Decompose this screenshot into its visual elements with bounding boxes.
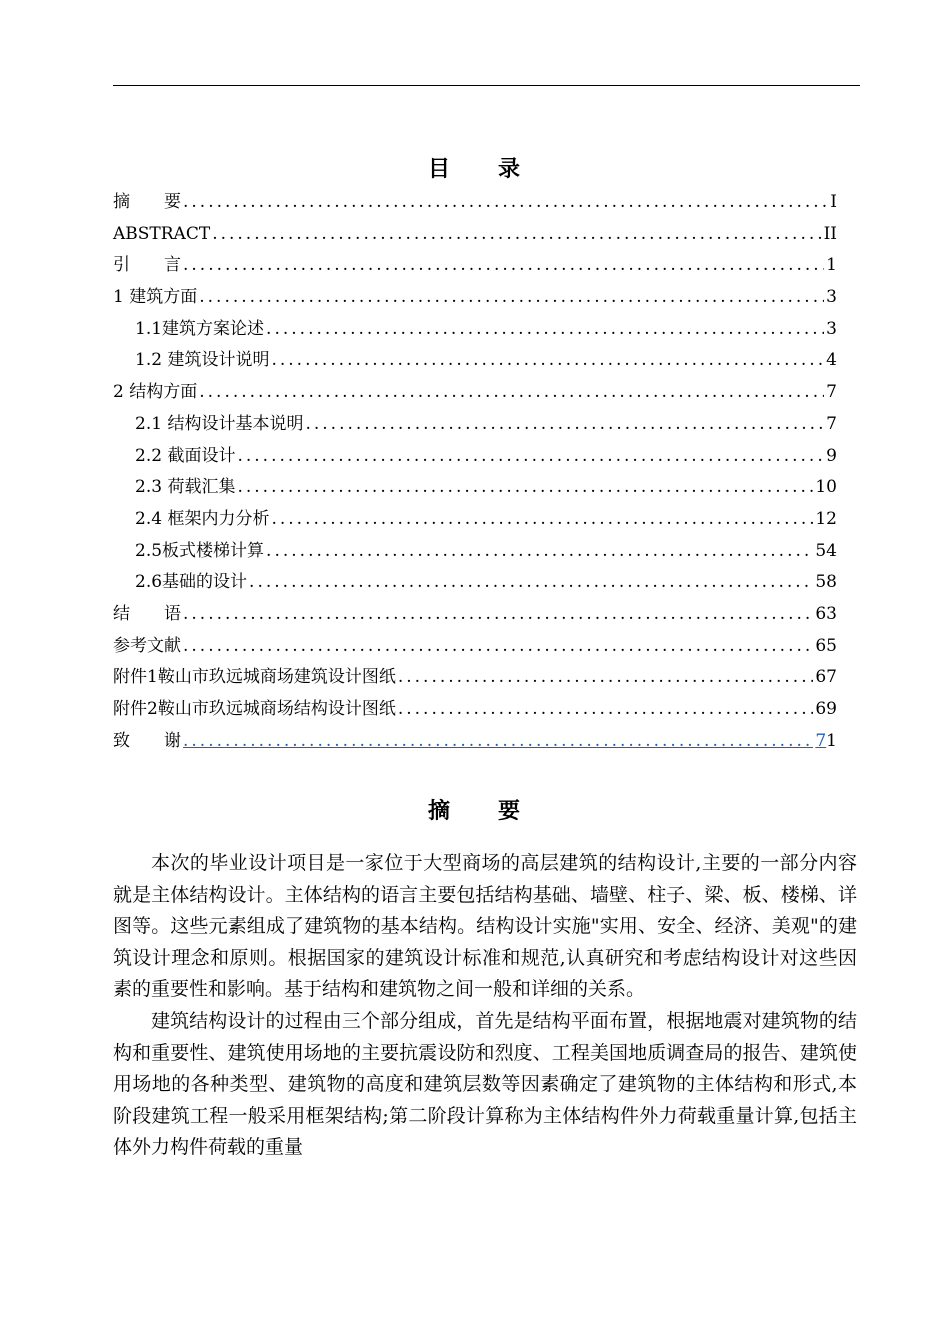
toc-subentry[interactable]: [113, 504, 837, 536]
toc-entry-label: 附件1鞍山市玖远城商场建筑设计图纸: [113, 667, 396, 688]
toc-entry-label: 摘 要: [113, 192, 181, 212]
toc-entry-label: 2 结构方面: [113, 382, 198, 403]
toc-entry-page: 69: [815, 699, 837, 719]
toc-leader-dots: [266, 536, 813, 568]
toc-entry-page: 9: [826, 445, 837, 466]
abstract-paragraph: 本次的毕业设计项目是一家位于大型商场的高层建筑的结构设计,主要的一部分内容就是主体结构设计。主体结构的语言主要包括结构基础、墙壁、柱子、梁、板、楼梯、详图等。这些元素组成了建筑物的基本结构。结构设计实施"实用、安全、经济、美观"的建筑设计理念和原则。根据国家的建筑设计标准和规范,认真研究和考虑结构设计对这些因素的重要性和影响。基于结构和建筑物之间一般和详细的关系。: [113, 852, 857, 1001]
toc-entry-page: 4: [826, 350, 837, 371]
toc-entry-label: 引 言: [113, 255, 181, 276]
header-rule: [113, 85, 860, 86]
toc-entry-label: 2.6基础的设计: [135, 572, 248, 593]
toc-entry-label: ABSTRACT: [113, 223, 211, 244]
toc-leader-dots: [271, 345, 824, 377]
toc-entry-page: 54: [815, 540, 837, 561]
toc-subentry[interactable]: [113, 345, 837, 377]
toc-subentry[interactable]: [113, 441, 837, 473]
toc-entry-label: 1.1建筑方案论述: [135, 318, 265, 339]
toc-entry-page: 65: [815, 635, 837, 656]
toc-entry-page: II: [823, 223, 837, 244]
toc-entry[interactable]: [113, 599, 837, 631]
toc-leader-dots-link[interactable]: [183, 726, 813, 758]
toc-entry-page: 12: [815, 508, 837, 529]
toc-leader-dots: [237, 441, 824, 473]
toc-leader-dots: [183, 631, 813, 663]
toc-entry-label: 2.5板式楼梯计算: [135, 540, 265, 561]
toc-entry-label: 结 语: [113, 603, 181, 624]
toc-leader-dots: [237, 472, 813, 504]
toc-leader-dots: [271, 504, 813, 536]
toc-entry[interactable]: [113, 694, 837, 726]
toc-entry-label: 2.1 结构设计基本说明: [135, 413, 304, 434]
toc-subentry[interactable]: [113, 409, 837, 441]
toc-entry-page: 7: [826, 382, 837, 403]
toc-entry-page: [815, 726, 837, 758]
toc-entry[interactable]: [113, 250, 837, 282]
abstract-title-char-1: 摘: [427, 799, 452, 824]
abstract-paragraph: 建筑结构设计的过程由三个部分组成，首先是结构平面布置，根据地震对建筑物的结构和重要性、建筑使用场地的主要抗震设防和烈度、工程美国地质调查局的报告、建筑使用场地的各种类型、建筑物的高度和建筑层数等因素确定了建筑物的主体结构和形式,本阶段建筑工程一般采用框架结构;第二阶段计算称为主体结构件外力荷载重量计算,包括主体外力构件荷载的重量: [113, 1009, 857, 1159]
toc-leader-dots: [266, 314, 824, 346]
toc-entry[interactable]: [113, 219, 837, 251]
toc-leader-dots: [249, 567, 813, 599]
toc-entry-link[interactable]: [113, 726, 837, 758]
abstract-title-char-2: 要: [498, 799, 523, 824]
toc-leader-dots: [183, 187, 828, 219]
toc-entry-page: 1: [826, 255, 837, 276]
toc-title-char-2: 录: [498, 157, 523, 182]
toc-entry-label: 2.3 荷载汇集: [135, 477, 236, 498]
toc-title: [0, 152, 950, 183]
toc-entry-label: 致 谢: [113, 730, 181, 751]
toc-entry-page: 3: [826, 318, 837, 339]
toc-entry-label: 2.2 截面设计: [135, 445, 236, 466]
toc-leader-dots: [199, 377, 824, 409]
toc-entry[interactable]: [113, 377, 837, 409]
toc-entry-page: 67: [815, 667, 837, 688]
toc-entry[interactable]: [113, 282, 837, 314]
abstract-title: [0, 794, 950, 825]
toc-entry-page: I: [830, 192, 837, 212]
toc-leader-dots: [398, 662, 814, 694]
toc-entry-label: 1.2 建筑设计说明: [135, 350, 270, 371]
toc-leader-dots: [398, 694, 814, 726]
toc-leader-dots: [199, 282, 824, 314]
toc-entry[interactable]: [113, 662, 837, 694]
toc-subentry[interactable]: [113, 567, 837, 599]
table-of-contents: [113, 187, 837, 757]
toc-leader-dots: [305, 409, 824, 441]
toc-entry-page: 3: [826, 287, 837, 308]
toc-entry-page: 7: [826, 413, 837, 434]
toc-entry-label: 附件2鞍山市玖远城商场结构设计图纸: [113, 699, 396, 719]
toc-entry[interactable]: [113, 187, 837, 219]
toc-entry[interactable]: [113, 631, 837, 663]
toc-entry-label: 2.4 框架内力分析: [135, 508, 270, 529]
toc-leader-dots: [183, 250, 824, 282]
toc-entry-page: 58: [815, 572, 837, 593]
toc-entry-label: 参考文献: [113, 635, 181, 656]
toc-entry-page: 63: [815, 603, 837, 624]
toc-subentry[interactable]: [113, 472, 837, 504]
toc-entry-page: 10: [815, 477, 837, 498]
toc-title-char-1: 目: [427, 157, 452, 182]
toc-page-link[interactable]: 7: [815, 730, 827, 751]
toc-leader-dots: [183, 599, 813, 631]
toc-page-tail: 1: [826, 730, 837, 751]
toc-subentry[interactable]: [113, 536, 837, 568]
abstract-body: [113, 848, 857, 1164]
toc-subentry[interactable]: [113, 314, 837, 346]
toc-entry-label: 1 建筑方面: [113, 287, 198, 308]
toc-leader-dots: [212, 219, 821, 251]
